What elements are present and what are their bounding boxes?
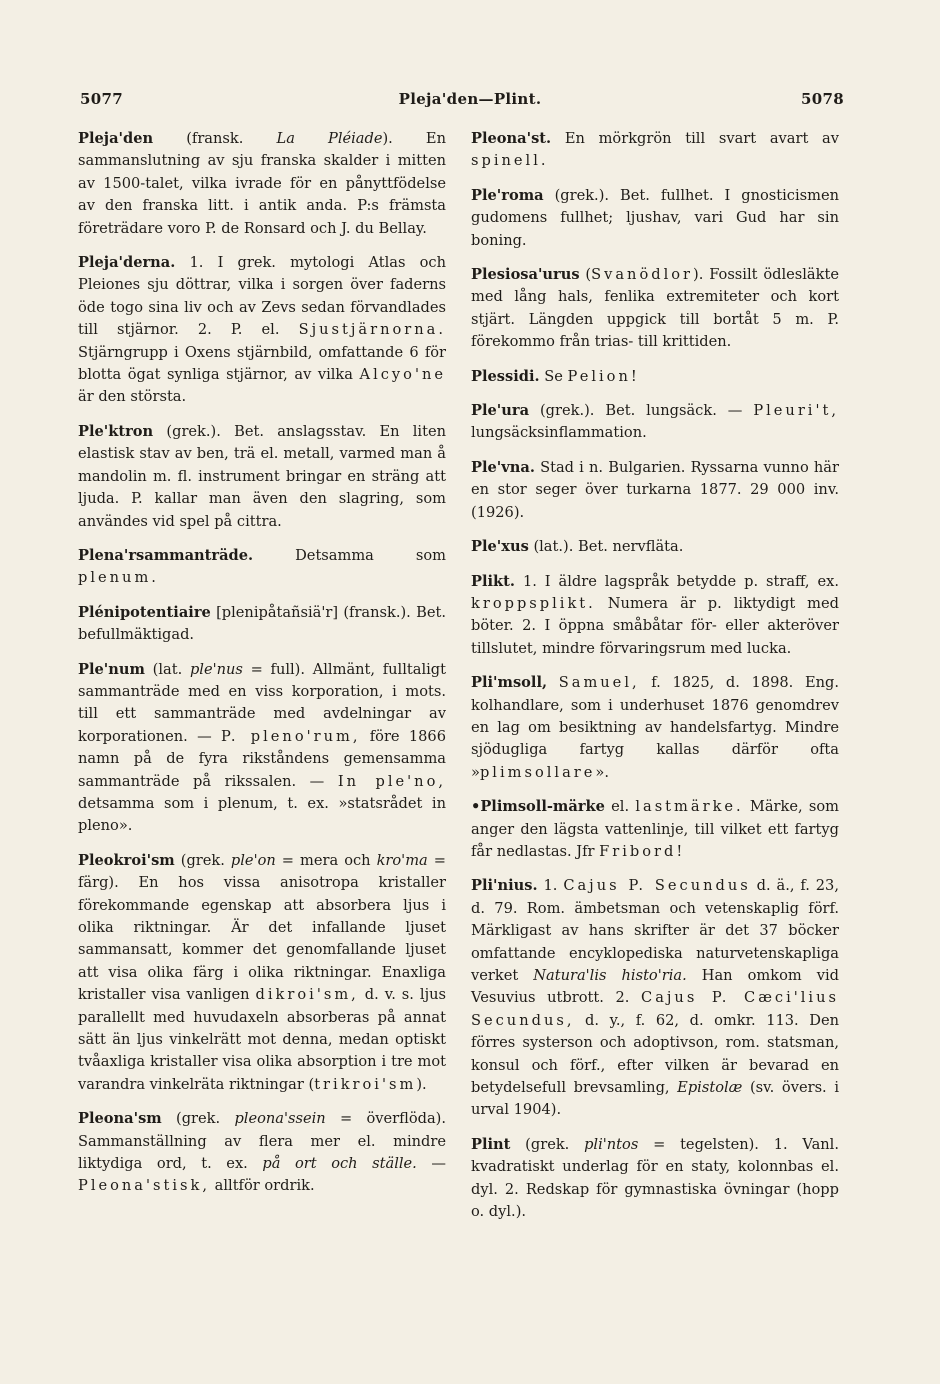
entry-text: 1. I grek. mytologi Atlas och Pleiones sju döttrar, vilka i sorgen över faderns öde togo sina liv och av Zevs sedan förvandlades till stjärnor. 2. P. el. — [78, 254, 446, 339]
entry-text: lungsäcksinflammation. — [471, 424, 647, 442]
entry-text: el. — [604, 798, 636, 816]
entry-plektron — [78, 421, 446, 533]
entry-italic: pli'ntos — [584, 1135, 639, 1153]
entry-spaced: Fribord! — [599, 842, 686, 860]
entry-italic: ple'on — [230, 851, 276, 869]
entry-plenipotentiaire — [78, 602, 446, 647]
entry-text — [547, 674, 559, 691]
entry-text: Detsamma som — [253, 546, 446, 564]
entry-text: Stjärngrupp i Oxens stjärnbild, omfattande 6 för blotta ögat synliga stjärnor, av vilka — [78, 343, 446, 384]
entry-spaced: Alcyo'ne — [359, 366, 446, 384]
entry-text: Han omkom vid Vesuvius utbrott. 2. — [471, 967, 839, 1007]
entry-text: = överflöda). Sammanställning av flera mer el. mindre liktydiga ord, t. ex. — [78, 1110, 446, 1173]
entry-text: detsamma som i plenum, t. ex. »statsrådet in pleno». — [78, 794, 446, 835]
entry-text: (sv. övers. i urval 1904). — [471, 1079, 839, 1119]
entry-text: (grek.). Bet. fullhet. I gnosticismen gudomens fullhet; ljushav, vari Gud har sin boning. — [471, 186, 839, 249]
entry-spaced: dikroi'sm, — [255, 986, 359, 1004]
entry-text: = full). Allmänt, fulltaligt sammanträde med en viss korporation, i mots. till ett sammanträde med avdelningar av korporationen. — — [78, 660, 447, 745]
entry-text: = mera och — [275, 851, 377, 869]
entry-text: = färg). En hos vissa anisotropa kristaller förekommande egenskap att absorbera ljus i olika riktningar. Är det infallande ljuset sammansatt, kommer det genomfallande ljuset att visa olika färg i olika riktningar. Enaxliga kristaller visa vanligen — [78, 851, 446, 1004]
entry-text: (grek. — [174, 851, 231, 869]
entry-text: (grek. — [161, 1110, 235, 1128]
entry-text: ( — [579, 266, 592, 284]
entry-spaced: plimsollare — [479, 763, 596, 781]
entry-text: ). Fossilt ödlesläkte med lång hals, fenlika extremiteter och kort stjärt. Längden uppgick till bortåt 5 m. P. förekommo från trias- till krittiden. — [471, 266, 839, 351]
headword: Pleja'derna. — [78, 254, 176, 272]
entry-text: ). En sammanslutning av sju franska skalder i mitten av 1500-talet, vilka ivrade för en pånyttfödelse av den franska litt. i antik anda. P:s främsta företrädare voro P. de Ronsard och J. du Bellay. — [78, 130, 446, 237]
bullet-icon: • — [471, 798, 481, 816]
entry-spaced: trikroi'sm — [314, 1075, 417, 1093]
entry-italic: Natura'lis histo'ria. — [533, 967, 687, 984]
entry-spaced: Pelion! — [567, 367, 640, 385]
entry-spaced: lastmärke. — [635, 798, 744, 816]
entry-pleura — [471, 400, 839, 445]
entry-plessidi — [471, 366, 839, 388]
entry-italic: pleona'ssein — [234, 1110, 326, 1128]
headword: Ple'vna. — [471, 458, 535, 476]
entry-plint — [471, 1134, 839, 1224]
entry-spaced: Samuel, — [558, 674, 640, 692]
entry-spaced: P. pleno'rum, — [220, 727, 361, 745]
entry-text: före 1866 namn på de fyra rikståndens gemensamma sammanträde på rikssalen. — — [78, 727, 446, 790]
entry-spaced: Pleuri't, — [753, 402, 839, 420]
right-page-number: 5078 — [801, 90, 844, 108]
headword: Pleokroi'sm — [78, 851, 175, 869]
headword: Pli'nius. — [471, 877, 538, 895]
entry-text: d. y., f. 62, d. omkr. 113. Den förres systerson och adoptivson, rom. statsman, konsul och förf., efter vilken är bevarad en betydelsefull brevsamling, — [471, 1011, 839, 1097]
entry-plexus — [471, 536, 839, 558]
entry-italic: på ort och ställe. — [262, 1155, 417, 1173]
entry-plenum — [78, 659, 446, 838]
entry-pleroma — [471, 185, 839, 252]
headword: Plessidi. — [471, 367, 540, 385]
entry-text: 1. — [537, 877, 564, 895]
entry-spaced: Pleona'stisk, — [78, 1177, 211, 1195]
headword: Plena'rsammanträde. — [78, 546, 254, 564]
entry-text: (lat.). Bet. nervfläta. — [528, 538, 684, 556]
right-column — [471, 128, 839, 1235]
headword: Plénipotentiaire — [78, 603, 211, 621]
headword: Ple'ktron — [78, 422, 154, 440]
entry-text: = tegelsten). 1. Vanl. kvadratiskt underlag för en staty, kolonnbas el. dyl. 2. Redskap för gymnastiska övningar (hopp o. dyl.). — [471, 1135, 839, 1221]
entry-spaced: Cajus P. Secundus — [563, 877, 751, 895]
headword: Ple'xus — [471, 538, 529, 556]
headword: Ple'num — [78, 660, 145, 678]
headword: Plikt. — [471, 572, 515, 590]
entry-plikt — [471, 571, 839, 661]
headword: Pleona'sm — [78, 1110, 162, 1128]
entry-italic: kro'ma — [376, 851, 428, 869]
entry-plesiosaurus — [471, 264, 839, 354]
headword: Ple'roma — [471, 186, 544, 204]
headword: Pli'msoll, — [471, 674, 548, 692]
entry-spaced: kroppsplikt. — [471, 594, 596, 612]
entry-text: ). — [416, 1075, 427, 1093]
entry-text: f. 1825, d. 1898. Eng. kolhandlare, som i underhuset 1876 genomdrev en lag om besiktning av handelsfartyg. Mindre sjödugliga fartyg kallas därför ofta » — [471, 674, 839, 781]
entry-text: (fransk. — [153, 130, 277, 147]
entry-italic: La Pléiade — [276, 130, 383, 147]
entry-text: är den största. — [78, 388, 187, 406]
entry-plejaderna — [78, 252, 446, 409]
entry-text: alltför ordrik. — [210, 1177, 315, 1195]
headword: Pleona'st. — [471, 130, 552, 147]
entry-spaced: Cajus P. Cæci'lius Secundus, — [471, 989, 839, 1029]
entry-plejaden — [78, 128, 446, 240]
entry-text: — — [416, 1155, 446, 1173]
entry-text: d. ä., f. 23, d. 79. Rom. ämbetsman och vetenskaplig förf. Märkligast av hans skrifter är det 37 böcker omfattande encyklopediska naturvetenskapliga verket — [471, 877, 839, 984]
entry-plevna — [471, 457, 839, 524]
entry-text: Märke, som anger den lägsta vattenlinje, till vilket ett fartyg får nedlastas. Jfr — [471, 798, 839, 860]
entry-spaced: Svanödlor — [591, 266, 694, 284]
headword: Ple'ura — [471, 402, 530, 420]
entry-text: Stad i n. Bulgarien. Ryssarna vunno här en stor seger över turkarna 1877. 29 000 inv. (1926). — [471, 458, 839, 521]
entry-text: (grek. — [510, 1135, 585, 1153]
entry-pleokroism — [78, 850, 446, 1096]
entry-text: Se — [539, 367, 568, 385]
entry-text: (grek.). Bet. anslagsstav. En liten elastisk stav av ben, trä el. metall, varmed man å mandolin m. fl. instrument bringar en sträng att ljuda. P. kallar man även den slagring, som användes vid spel på cittra. — [78, 422, 446, 530]
running-title: Pleja'den—Plint. — [398, 90, 542, 108]
entry-pleonasm — [78, 1108, 446, 1198]
entry-spaced: Sjustjärnorna. — [298, 321, 446, 339]
entry-text: ». — [595, 763, 609, 781]
headword: Pleja'den — [78, 130, 154, 147]
headword: Plimsoll-märke — [480, 798, 605, 816]
left-column — [78, 128, 446, 1210]
entry-text: En mörkgrön till svart avart av — [551, 130, 839, 147]
entry-text: (grek.). Bet. lungsäck. — — [529, 402, 754, 420]
entry-pleonast — [471, 128, 839, 173]
entry-italic: ple'nus — [189, 660, 243, 678]
entry-italic: Epistolæ — [677, 1079, 743, 1097]
entry-text: [plenipåtañsiä'r] (fransk.). Bet. befullmäktigad. — [78, 603, 446, 644]
entry-text: Numera är p. liktydigt med böter. 2. I öppna småbåtar för- eller akteröver tillslutet, mindre förvaringsrum med lucka. — [471, 594, 839, 657]
left-page-number: 5077 — [80, 90, 123, 108]
entry-spaced: In ple'no, — [337, 772, 447, 790]
headword: Plint — [471, 1135, 511, 1153]
headword: Plesiosa'urus — [471, 266, 580, 284]
entry-plimsoll-marke — [471, 796, 839, 863]
entry-plenarsammantrade — [78, 545, 446, 590]
entry-text: 1. I äldre lagspråk betydde p. straff, ex. — [515, 572, 839, 590]
entry-spaced: spinell. — [471, 152, 549, 170]
entry-spaced: plenum. — [78, 569, 159, 587]
entry-plinius — [471, 875, 839, 1121]
entry-text: d. v. s. ljus parallellt med huvudaxeln absorberas på annat sätt än ljus vinkelrätt mot denna, medan optiskt tvåaxliga kristaller visa olika absorption i tre mot varandra vinkelräta riktningar ( — [78, 986, 446, 1093]
entry-text: (lat. — [144, 660, 190, 678]
entry-plimsoll — [471, 672, 839, 784]
